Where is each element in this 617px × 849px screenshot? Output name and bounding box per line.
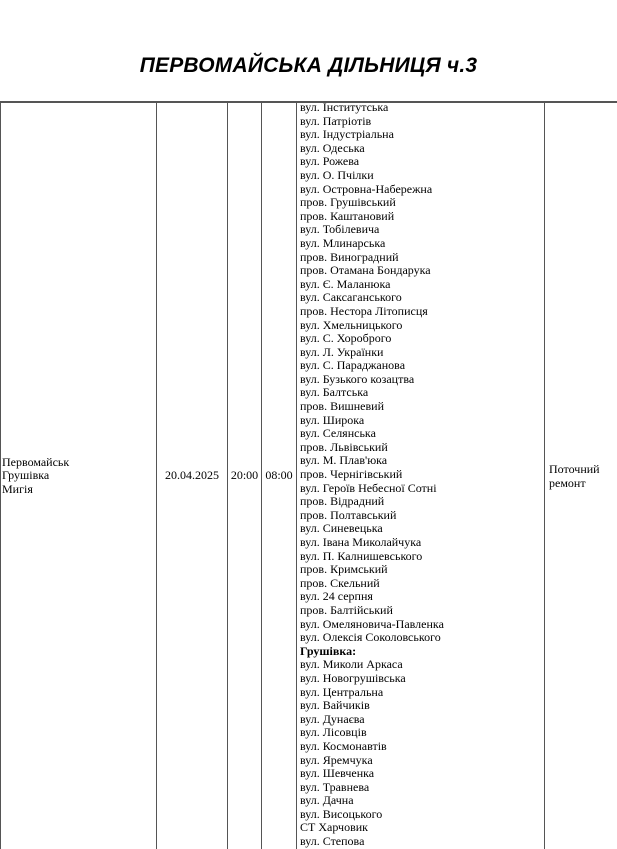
street-item: вул. Балтська [300, 386, 544, 400]
table-row [1, 103, 617, 849]
street-item: вул. Хмельницького [300, 319, 544, 333]
street-item: пров. Отамана Бондарука [300, 264, 544, 278]
street-item: вул. Одеська [300, 142, 544, 156]
street-item: вул. Бузького козацтва [300, 373, 544, 387]
street-item: вул. Яремчука [300, 754, 544, 768]
street-group-header: Грушівка: [300, 645, 544, 659]
street-item: пров. Вишневий [300, 400, 544, 414]
outage-table-container [0, 102, 617, 848]
time-from-cell: 20:00 [228, 103, 262, 849]
settlement-name: Грушівка [2, 469, 156, 483]
street-item: пров. Львівський [300, 441, 544, 455]
streets-cell [297, 103, 545, 849]
street-item: вул. П. Калнишевського [300, 550, 544, 564]
street-item: вул. М. Плав'юка [300, 454, 544, 468]
street-item: вул. Космонавтів [300, 740, 544, 754]
street-item: вул. Центральна [300, 686, 544, 700]
street-item: вул. Омеляновича-Павленка [300, 618, 544, 632]
street-item: пров. Грушівський [300, 196, 544, 210]
street-item: вул. Саксаганського [300, 291, 544, 305]
street-item: вул. Є. Маланюка [300, 278, 544, 292]
street-item: вул. С. Параджанова [300, 359, 544, 373]
settlement-name: Мигія [2, 483, 156, 497]
street-item: вул. Рожева [300, 155, 544, 169]
street-item: вул. Миколи Аркаса [300, 658, 544, 672]
street-item: вул. Вайчиків [300, 699, 544, 713]
street-item: вул. Шевченка [300, 767, 544, 781]
street-item: пров. Відрадний [300, 495, 544, 509]
street-item: вул. Л. Українки [300, 346, 544, 360]
street-item: пров. Каштановий [300, 210, 544, 224]
street-item: вул. Індустріальна [300, 128, 544, 142]
street-item: вул. Олексія Соколовського [300, 631, 544, 645]
street-item: вул. Дунаєва [300, 713, 544, 727]
street-item: вул. Інститутська [300, 101, 544, 115]
time-to-cell: 08:00 [262, 103, 297, 849]
street-item: пров. Кримський [300, 563, 544, 577]
outage-table [0, 102, 617, 849]
street-item: пров. Чернігівський [300, 468, 544, 482]
street-item: пров. Виноградний [300, 251, 544, 265]
street-item: вул. Патріотів [300, 115, 544, 129]
street-item: вул. Висоцького [300, 808, 544, 822]
street-item: вул. Тобілевича [300, 223, 544, 237]
street-item: вул. Селянська [300, 427, 544, 441]
street-item: вул. Широка [300, 414, 544, 428]
page-title: ПЕРВОМАЙСЬКА ДІЛЬНИЦЯ ч.3 [0, 54, 617, 78]
settlement-name: Первомайськ [2, 456, 156, 470]
street-item: пров. Скельний [300, 577, 544, 591]
street-item: СТ Харчовик [300, 821, 544, 835]
street-item: пров. Нестора Літописця [300, 305, 544, 319]
street-item: вул. Лісовців [300, 726, 544, 740]
street-item: вул. Млинарська [300, 237, 544, 251]
street-item: вул. Степова [300, 835, 544, 849]
reason-cell: Поточний ремонт [545, 103, 617, 849]
street-item: вул. Героїв Небесної Сотні [300, 482, 544, 496]
street-item: вул. Травнева [300, 781, 544, 795]
settlements-cell [1, 103, 157, 849]
street-item: вул. Дачна [300, 794, 544, 808]
street-item: вул. О. Пчілки [300, 169, 544, 183]
street-item: пров. Полтавський [300, 509, 544, 523]
date-cell: 20.04.2025 [157, 103, 228, 849]
street-item: вул. Новогрушівська [300, 672, 544, 686]
street-item: вул. С. Хороброго [300, 332, 544, 346]
street-item: вул. 24 серпня [300, 590, 544, 604]
street-item: пров. Балтійський [300, 604, 544, 618]
streets-list [300, 101, 544, 849]
street-item: вул. Синевецька [300, 522, 544, 536]
street-item: вул. Островна-Набережна [300, 183, 544, 197]
street-item: вул. Івана Миколайчука [300, 536, 544, 550]
